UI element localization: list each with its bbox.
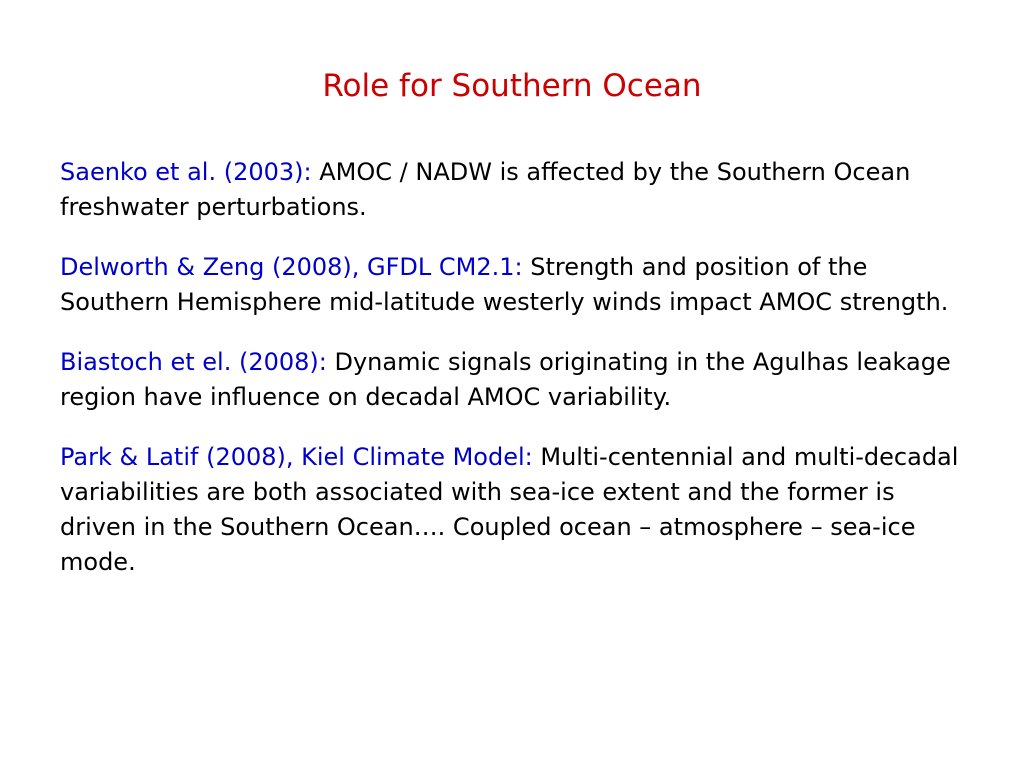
- finding-text: Dynamic signals originating in the Agulhas leakage region have influence on decadal AMOC variability.: [60, 348, 951, 411]
- finding-text: Strength and position of the Southern Hemisphere mid-latitude westerly winds impact AMOC strength.: [60, 253, 949, 316]
- reference-entry: [60, 440, 970, 580]
- slide-title: Role for Southern Ocean: [322, 68, 702, 104]
- citation: Biastoch et el. (2008):: [60, 348, 327, 376]
- reference-entry: [60, 155, 970, 225]
- finding-text: Multi-centennial and multi-decadal variabilities are both associated with sea-ice extent and the former is driven in the Southern Ocean…. Coupled ocean – atmosphere – sea-ice mode.: [60, 443, 959, 576]
- reference-entry: [60, 345, 970, 415]
- citation: Park & Latif (2008), Kiel Climate Model:: [60, 443, 533, 471]
- reference-list: [60, 155, 970, 605]
- finding-text: AMOC / NADW is affected by the Southern Ocean freshwater perturbations.: [60, 158, 911, 221]
- citation: Saenko et al. (2003):: [60, 158, 312, 186]
- citation: Delworth & Zeng (2008), GFDL CM2.1:: [60, 253, 523, 281]
- reference-entry: [60, 250, 970, 320]
